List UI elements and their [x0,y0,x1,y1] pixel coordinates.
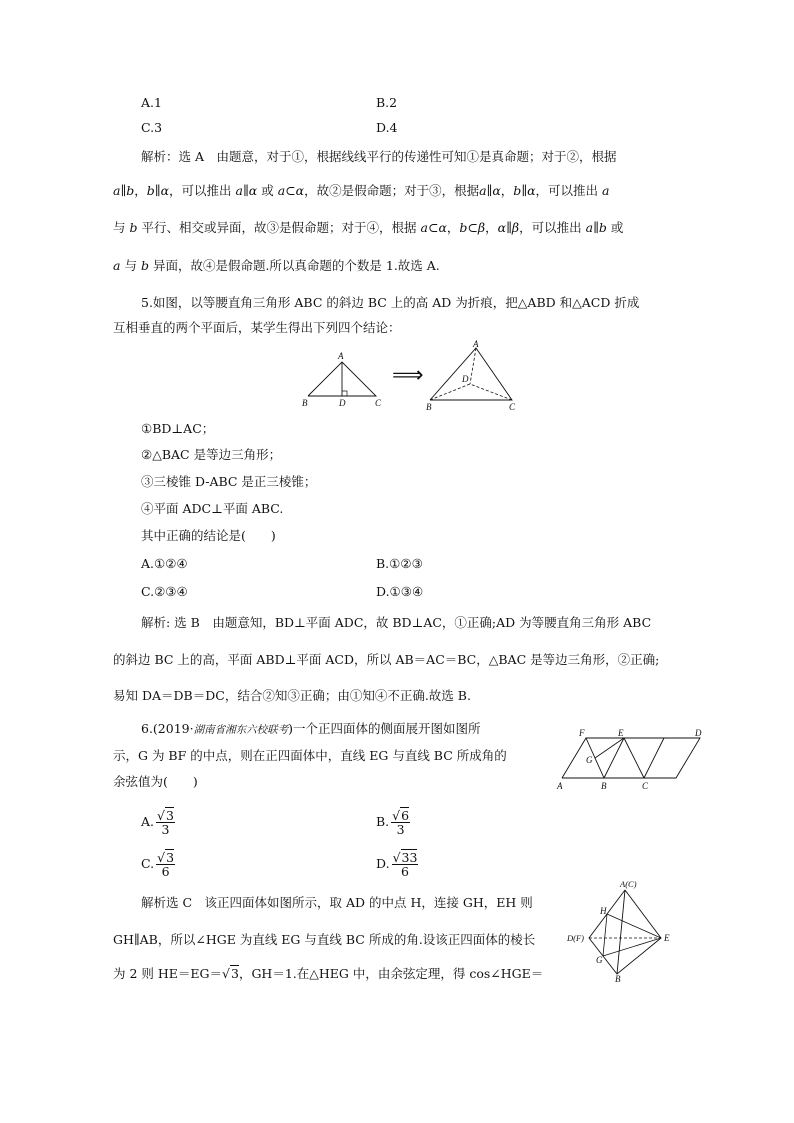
q6-stem-line-2: 示，G 为 BF 的中点，则在正四面体中，直线 EG 与直线 BC 所成角的 [113,748,507,763]
q5-solution-line-1: 解析: 选 B 由题意知，BD⊥平面 ADC，故 BD⊥AC，①正确;AD 为等腰直角三角形 ABC [141,615,652,630]
q5-option-b: B.①②③ [376,556,423,571]
label-b: B [615,974,621,983]
q4-solution-line-2: a∥b，b∥α，可以推出 a∥α 或 a⊂α，故②是假命题；对于③，根据a∥α，b∥α，可以推出 a [113,183,610,198]
q5-conclusion-4: ④平面 ADC⊥平面 ABC. [141,501,284,516]
q5-conclusion-3: ③三棱锥 D-ABC 是正三棱锥； [141,474,317,489]
label-a: A [557,781,563,791]
q6-source: 湖南省湘东六校联考 [193,724,289,736]
q6-stem-line-1: 6.(2019·湖南省湘东六校联考)一个正四面体的侧面展开图如图所 [141,721,481,736]
q5-figure [300,340,530,412]
label-d: D [339,398,346,408]
q4-option-a: A.1 [141,95,162,110]
q5-conclusion-2: ②△BAC 是等边三角形； [141,447,282,462]
q5-option-a: A.①②④ [141,556,188,571]
q5-option-d: D.①③④ [376,584,424,599]
q4-solution-line-3: 与 b 平行、相交或异面，故③是假命题；对于④，根据 a⊂α，b⊂β，α∥β，可以推出 a∥b 或 [113,220,624,235]
q6-option-b: B. $\frac{√6}{3}$ [376,808,410,837]
q6-stem-line-3: 余弦值为( ) [113,774,198,789]
label-b: B [601,781,607,791]
label-g: G [586,755,593,765]
fold-arrow-icon: ⟹ [392,362,424,387]
label-b: B [302,398,308,408]
label-d-f: D(F) [567,933,584,943]
q6-solution-line-3: 为 2 则 HE＝EG＝√3，GH＝1.在△HEG 中，由余弦定理，得 cos∠HGE＝ [113,966,544,981]
label-c: C [642,781,649,791]
label-f: F [579,728,585,738]
label-e: E [664,933,670,943]
q5-conclusion-1: ①BD⊥AC； [141,421,215,436]
q6-tetrahedron-figure [565,878,680,983]
label-b: B [426,402,432,412]
q5-stem-line-2: 互相垂直的两个平面后，某学生得出下列四个结论： [113,320,401,335]
q5-solution-line-2: 的斜边 BC 上的高，平面 ABD⊥平面 ACD，所以 AB＝AC＝BC，△BAC 是等边三角形，②正确; [113,652,660,667]
flat-triangle-figure [302,351,382,408]
label-d: D [462,374,469,384]
label-a-c: A(C) [620,879,637,889]
q4-solution-line-1: 解析：选 A 由题意，对于①，根据线线平行的传递性可知①是真命题；对于②，根据 [141,149,617,164]
label-a: A [338,351,344,361]
label-g: G [596,955,603,965]
q6-option-c: C. $\frac{√3}{6}$ [141,850,175,879]
label-c: C [509,402,516,412]
q4-option-b: B.2 [376,95,398,110]
label-e: E [618,728,624,738]
folded-pyramid-figure [426,340,516,412]
q6-solution-line-1: 解析选 C 该正四面体如图所示，取 AD 的中点 H，连接 GH，EH 则 [141,895,533,910]
q5-option-c: C.②③④ [141,584,188,599]
q6-solution-line-2: GH∥AB，所以∠HGE 为直线 EG 与直线 BC 所成的角.设该正四面体的棱长 [113,932,536,947]
q5-question: 其中正确的结论是( ) [141,528,276,543]
q5-stem-line-1: 5.如图，以等腰直角三角形 ABC 的斜边 BC 上的高 AD 为折痕，把△ABD 和△ACD 折成 [141,295,640,310]
q6-option-d: D. $\frac{√33}{6}$ [376,850,418,879]
label-c: C [375,398,382,408]
label-d: D [695,728,702,738]
q4-solution-line-4: a 与 b 异面，故④是假命题.所以真命题的个数是 1.故选 A. [113,258,440,273]
q5-solution-line-3: 易知 DA＝DB＝DC，结合②知③正确；由①知④不正确.故选 B. [113,688,471,703]
label-h: H [600,906,607,916]
label-a: A [473,340,479,349]
q4-option-d: D.4 [376,120,398,135]
q6-net-figure [552,726,712,794]
q6-option-a: A. $\frac{√3}{3}$ [141,808,174,837]
q4-option-c: C.3 [141,120,163,135]
